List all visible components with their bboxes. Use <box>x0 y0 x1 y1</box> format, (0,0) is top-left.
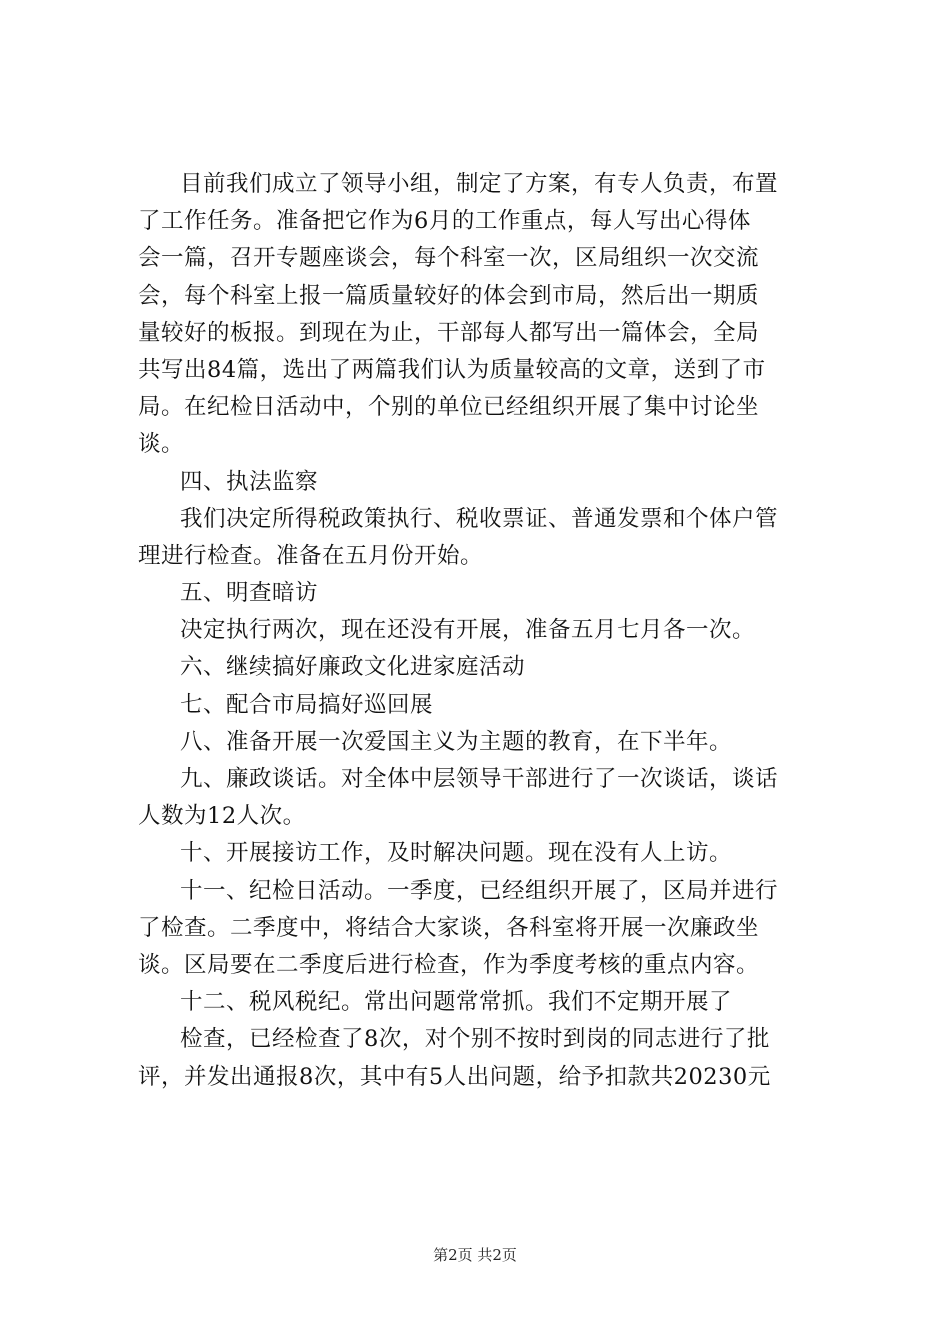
text-line: 决定执行两次，现在还没有开展，准备五月七月各一次。 <box>180 617 756 644</box>
page-number-label: 第2页 共2页 <box>433 1246 517 1264</box>
text-line: 评，并发出通报8次，其中有5人出问题，给予扣款共20230元 <box>138 1063 771 1090</box>
text-line: 理进行检查。准备在五月份开始。 <box>138 542 484 569</box>
text-line: 会一篇，召开专题座谈会，每个科室一次，区局组织一次交流 <box>138 245 760 272</box>
section-heading: 四、执法监察 <box>180 468 319 495</box>
text-line: 了工作任务。准备把它作为6月的工作重点，每人写出心得体 <box>138 208 751 235</box>
text-line: 了检查。二季度中，将结合大家谈，各科室将开展一次廉政坐 <box>138 914 760 941</box>
section-heading: 五、明查暗访 <box>180 580 319 607</box>
text-line: 共写出84篇，选出了两篇我们认为质量较高的文章，送到了市 <box>138 356 766 383</box>
text-line: 谈。区局要在二季度后进行检查，作为季度考核的重点内容。 <box>138 951 760 978</box>
text-line: 会，每个科室上报一篇质量较好的体会到市局，然后出一期质 <box>138 282 760 309</box>
text-line: 目前我们成立了领导小组，制定了方案，有专人负责，布置 <box>180 171 779 197</box>
section-heading: 九、廉政谈话。对全体中层领导干部进行了一次谈话，谈话 <box>180 766 779 792</box>
section-heading: 十、开展接访工作，及时解决问题。现在没有人上访。 <box>180 840 733 867</box>
text-line: 我们决定所得税政策执行、税收票证、普通发票和个体户管 <box>180 505 779 532</box>
section-heading: 十一、纪检日活动。一季度，已经组织开展了，区局并进行 <box>180 877 779 904</box>
text-line: 检查，已经检查了8次，对个别不按时到岗的同志进行了批 <box>180 1026 770 1053</box>
text-line: 谈。 <box>138 431 185 458</box>
text-line: 量较好的板报。到现在为止，干部每人都写出一篇体会，全局 <box>138 319 760 346</box>
text-line: 人数为12人次。 <box>138 803 306 830</box>
document-body <box>138 166 818 1096</box>
page-footer <box>0 1245 950 1265</box>
section-heading: 八、准备开展一次爱国主义为主题的教育，在下半年。 <box>180 728 733 755</box>
section-heading: 七、配合市局搞好巡回展 <box>180 691 434 718</box>
text-line: 局。在纪检日活动中，个别的单位已经组织开展了集中讨论坐 <box>138 394 760 421</box>
section-heading: 十二、税风税纪。常出问题常常抓。我们不定期开展了 <box>180 989 733 1016</box>
section-heading: 六、继续搞好廉政文化进家庭活动 <box>180 654 526 681</box>
